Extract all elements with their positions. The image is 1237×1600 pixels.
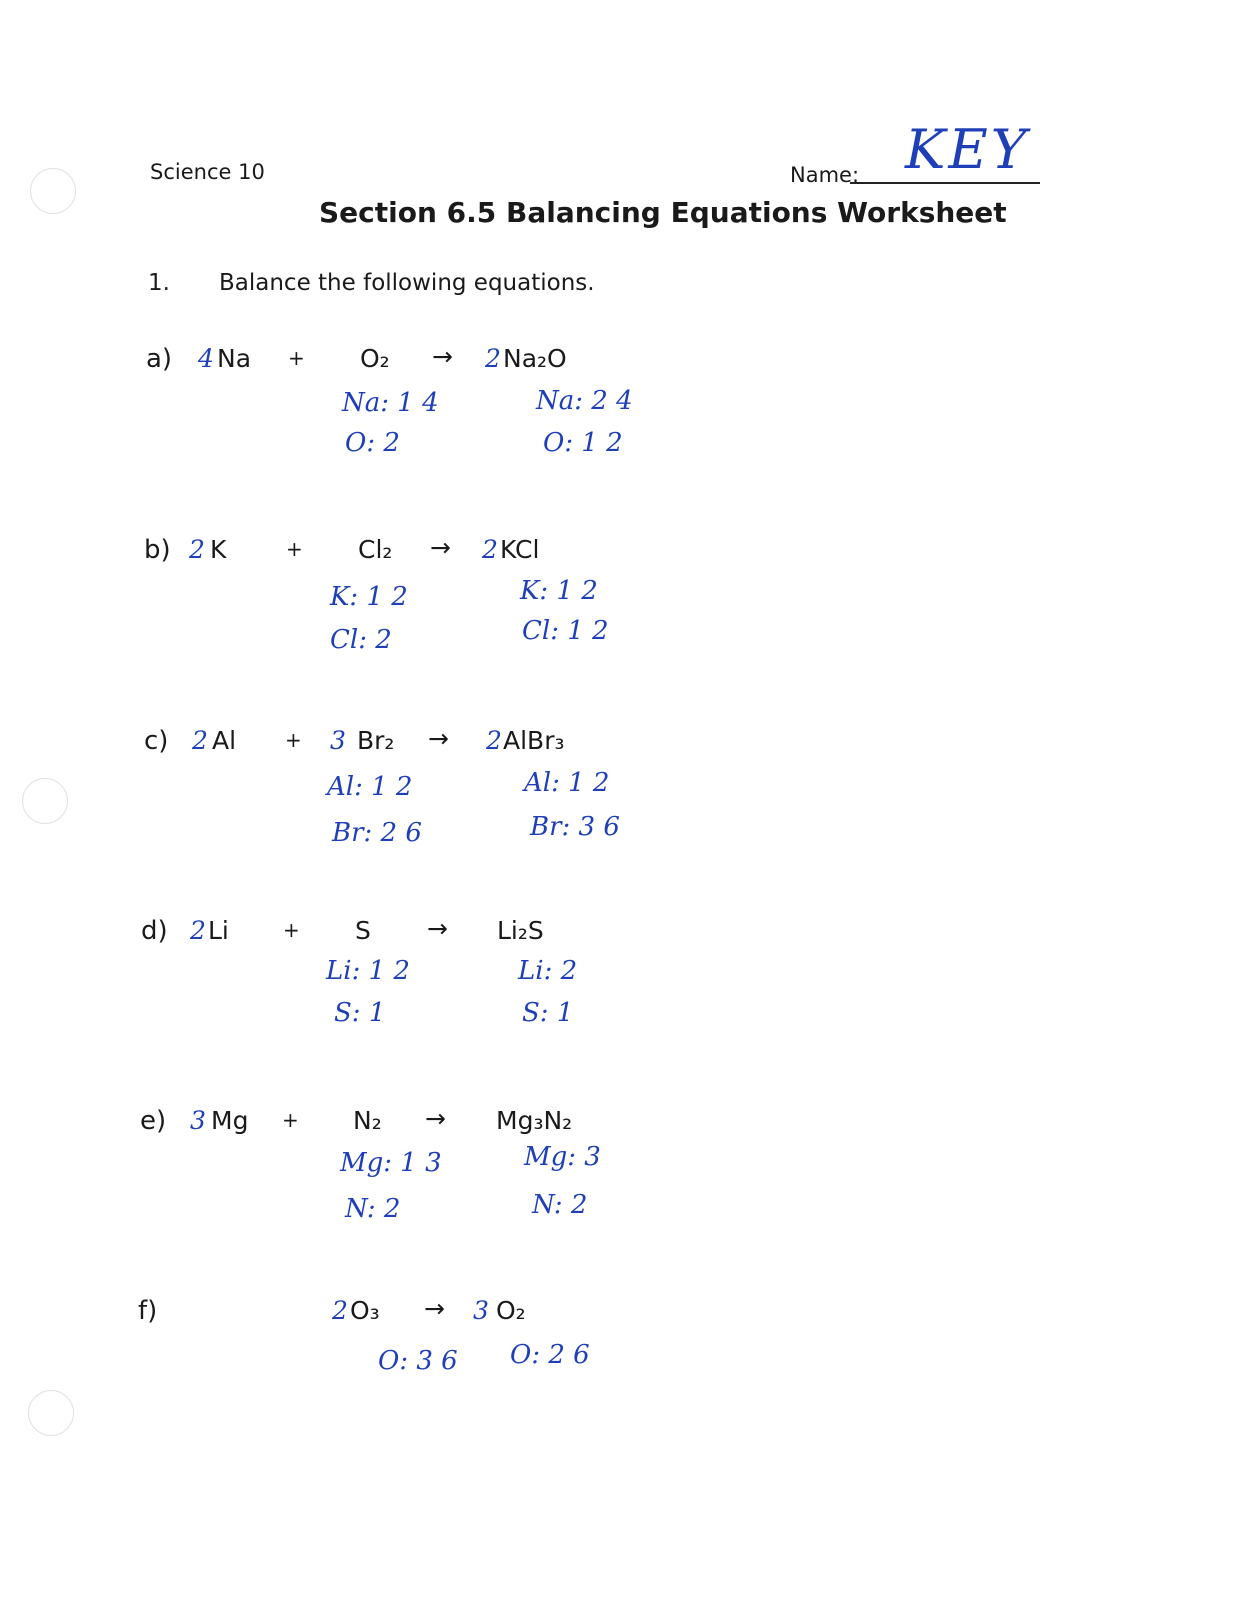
page-title: Section 6.5 Balancing Equations Worksheet [319,196,1007,229]
coefficient-1: 2 [190,916,206,945]
work-right-2: O: 1 2 [543,428,623,458]
reactant-1: K [210,535,227,564]
plus-sign: + [282,1108,299,1132]
coefficient-3: 2 [486,726,502,755]
work-right-2: N: 2 [532,1190,588,1220]
work-left-2: N: 2 [345,1194,401,1224]
equation-label: d) [141,916,168,946]
work-left-1: K: 1 2 [330,582,408,612]
reactant-1: Na [217,344,252,373]
equation-label: e) [140,1106,167,1136]
arrow-icon: → [427,914,448,943]
work-left-2: Cl: 2 [330,625,392,655]
product: Li₂S [497,916,544,945]
reactant-2: N₂ [353,1106,382,1135]
question-prompt: Balance the following equations. [219,270,595,296]
work-left-1: Na: 1 4 [342,388,439,418]
binder-hole-top [30,168,76,214]
plus-sign: + [288,346,305,370]
equation-label: a) [146,344,173,374]
work-center-left: O: 3 6 [378,1346,458,1376]
binder-hole-bottom [28,1390,74,1436]
reactant-2: Br₂ [357,726,395,755]
work-left-1: Li: 1 2 [326,956,410,986]
product: AlBr₃ [503,726,565,755]
name-line [850,182,1040,184]
product: KCl [500,535,540,564]
work-left-2: S: 1 [334,998,386,1028]
work-left-2: Br: 2 6 [332,818,422,848]
course-label: Science 10 [150,160,265,184]
plus-sign: + [286,537,303,561]
coefficient-1: 2 [192,726,208,755]
work-right-1: Mg: 3 [524,1142,601,1172]
name-value: KEY [905,118,1030,181]
reactant-2: Cl₂ [358,535,393,564]
question-number: 1. [148,270,170,296]
reactant-1: Al [212,726,237,755]
arrow-icon: → [432,342,453,371]
arrow-icon: → [424,1294,445,1323]
name-label: Name: [790,163,860,187]
reactant-1: Li [208,916,229,945]
work-right-2: Cl: 1 2 [522,616,609,646]
arrow-icon: → [425,1104,446,1133]
reactant-2: O₂ [360,344,390,373]
work-right-2: S: 1 [522,998,574,1028]
work-left-1: Mg: 1 3 [340,1148,442,1178]
plus-sign: + [285,728,302,752]
arrow-icon: → [428,724,449,753]
arrow-icon: → [430,533,451,562]
coefficient-2: 3 [330,726,346,755]
work-right-1: Al: 1 2 [524,768,610,798]
equation-label: f) [138,1296,158,1326]
coefficient-1: 3 [190,1106,206,1135]
work-left-1: Al: 1 2 [327,772,413,802]
coefficient-1: 4 [198,344,214,373]
work-right-1: K: 1 2 [520,576,598,606]
coefficient-3: 2 [485,344,501,373]
coefficient-1: 2 [189,535,205,564]
reactant-2: O₃ [350,1296,380,1325]
binder-hole-middle [22,778,68,824]
product: Na₂O [503,344,567,373]
coefficient-2: 2 [332,1296,348,1325]
reactant-1: Mg [211,1106,249,1135]
product: O₂ [496,1296,526,1325]
work-left-2: O: 2 [345,428,400,458]
reactant-2: S [355,916,371,945]
equation-label: c) [144,726,169,756]
product: Mg₃N₂ [496,1106,573,1135]
work-right-1: Li: 2 [518,956,578,986]
coefficient-3: 3 [473,1296,489,1325]
work-center-right: O: 2 6 [510,1340,590,1370]
coefficient-3: 2 [482,535,498,564]
plus-sign: + [283,918,300,942]
equation-label: b) [144,535,171,565]
work-right-2: Br: 3 6 [530,812,620,842]
work-right-1: Na: 2 4 [536,386,633,416]
